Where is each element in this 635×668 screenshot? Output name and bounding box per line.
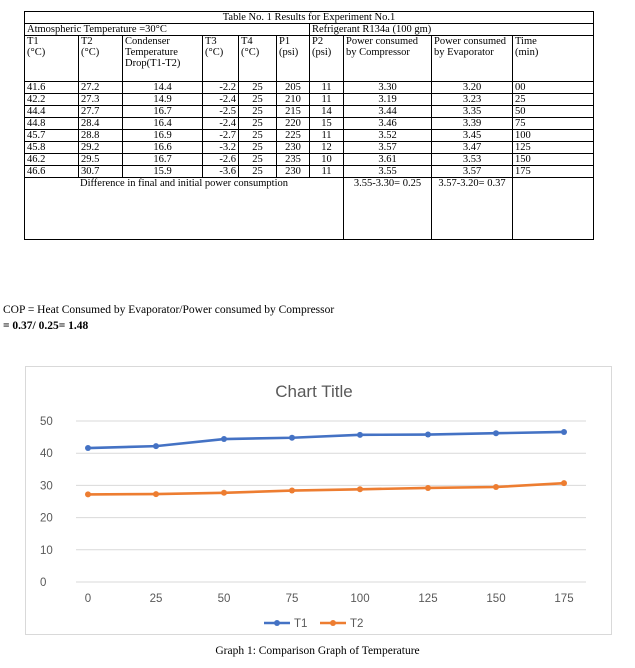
header-cell (25, 36, 79, 82)
table-cell: -2.2 (203, 82, 239, 94)
table-cell: 46.6 (25, 166, 79, 178)
header-cell (513, 36, 594, 82)
table-cell: 3.35 (432, 106, 513, 118)
data-point-t2 (153, 491, 159, 497)
table-cell: 30.7 (79, 166, 123, 178)
table-cell: 11 (310, 82, 344, 94)
table-cell: 27.7 (79, 106, 123, 118)
header-label: T1 (27, 36, 39, 47)
header-cell (432, 36, 513, 82)
table-cell: 50 (513, 106, 594, 118)
series-line-t2 (88, 483, 564, 494)
table-cell: -3.6 (203, 166, 239, 178)
y-tick-label: 30 (40, 480, 53, 493)
header-unit: (°C) (27, 47, 46, 58)
header-cell (239, 36, 277, 82)
table-cell: 16.7 (123, 106, 203, 118)
legend-label: T2 (350, 618, 364, 630)
table-cell: 25 (239, 142, 277, 154)
x-tick-label: 125 (418, 593, 438, 605)
header-label: T2 (81, 36, 93, 47)
data-point-t2 (85, 491, 91, 497)
table-row (25, 166, 594, 178)
table-cell: 44.4 (25, 106, 79, 118)
table-cell: 25 (239, 118, 277, 130)
series-lines (85, 429, 567, 497)
header-cell (310, 36, 344, 82)
cop-formula: COP = Heat Consumed by Evaporator/Power consumed by Compressor (3, 304, 335, 316)
table-cell: 41.6 (25, 82, 79, 94)
header-label: T4 (241, 36, 253, 47)
table-row (25, 82, 594, 94)
table-cell: 3.30 (344, 82, 432, 94)
header-unit: (°C) (205, 47, 224, 58)
table-cell: 46.2 (25, 154, 79, 166)
y-tick-label: 0 (40, 577, 47, 589)
table-cell: 3.57 (344, 142, 432, 154)
table-cell: -3.2 (203, 142, 239, 154)
table-cell: 210 (277, 94, 310, 106)
table-cell: 10 (310, 154, 344, 166)
data-point-t1 (357, 432, 363, 438)
header-unit: (psi) (312, 47, 332, 58)
table-cell: 100 (513, 130, 594, 142)
table-cell: 150 (513, 154, 594, 166)
table-cell: 235 (277, 154, 310, 166)
table-cell: 3.61 (344, 154, 432, 166)
table-cell: 125 (513, 142, 594, 154)
table-cell: 15 (310, 118, 344, 130)
table-row (25, 154, 594, 166)
table-cell: 3.47 (432, 142, 513, 154)
table-cell: 230 (277, 142, 310, 154)
chart-legend (264, 618, 363, 630)
y-tick-label: 50 (40, 416, 53, 428)
header-unit: (min) (515, 47, 539, 58)
header-unit: (°C) (241, 47, 260, 58)
table-cell: 25 (513, 94, 594, 106)
table-cell: 230 (277, 166, 310, 178)
table-cell: 3.20 (432, 82, 513, 94)
cop-result: = 0.37/ 0.25= 1.48 (3, 320, 89, 332)
table-body (25, 82, 594, 178)
data-point-t1 (153, 443, 159, 449)
table-cell: 45.7 (25, 130, 79, 142)
header-label: Time (515, 36, 537, 47)
table-cell: 16.6 (123, 142, 203, 154)
y-tick-label: 40 (40, 448, 53, 461)
graph-caption: Graph 1: Comparison Graph of Temperature (215, 645, 420, 657)
table-cell: 29.2 (79, 142, 123, 154)
header-label: Power consumed by Compressor (346, 36, 419, 58)
table-cell: 42.2 (25, 94, 79, 106)
table-cell: 3.53 (432, 154, 513, 166)
table-cell: 3.55 (344, 166, 432, 178)
table-cell: 3.19 (344, 94, 432, 106)
table-cell: 16.9 (123, 130, 203, 142)
table-row (25, 130, 594, 142)
data-point-t1 (425, 432, 431, 438)
data-point-t1 (493, 430, 499, 436)
data-point-t2 (357, 486, 363, 492)
data-point-t1 (561, 429, 567, 435)
table-cell: 28.8 (79, 130, 123, 142)
header-cell (123, 36, 203, 82)
table-cell: 220 (277, 118, 310, 130)
header-label: P2 (312, 36, 324, 47)
table-row (25, 94, 594, 106)
table-cell: 14.4 (123, 82, 203, 94)
legend-marker (274, 620, 280, 626)
series-line-t1 (88, 432, 564, 448)
table-cell: 28.4 (79, 118, 123, 130)
table-cell: 3.44 (344, 106, 432, 118)
table-cell: 25 (239, 154, 277, 166)
table-cell: 27.2 (79, 82, 123, 94)
table-cell: 11 (310, 130, 344, 142)
table-cell: 16.7 (123, 154, 203, 166)
data-point-t2 (221, 490, 227, 496)
data-point-t1 (221, 436, 227, 442)
table-cell: 27.3 (79, 94, 123, 106)
ambient-temperature: Atmospheric Temperature =30°C (25, 24, 310, 36)
table-cell: -2.4 (203, 118, 239, 130)
data-point-t1 (289, 435, 295, 441)
table-cell: 3.52 (344, 130, 432, 142)
table-cell: 12 (310, 142, 344, 154)
results-table (24, 11, 594, 240)
table-title: Table No. 1 Results for Experiment No.1 (25, 12, 594, 24)
table-cell: 14.9 (123, 94, 203, 106)
chart-frame (25, 366, 612, 635)
table-cell: -2.7 (203, 130, 239, 142)
difference-empty-cell (513, 178, 594, 240)
legend-marker (330, 620, 336, 626)
data-point-t2 (289, 488, 295, 494)
table-header-row (25, 36, 594, 82)
table-row (25, 106, 594, 118)
x-tick-label: 0 (84, 593, 92, 605)
difference-evaporator: 3.57-3.20= 0.37 (432, 178, 513, 240)
y-tick-label: 20 (40, 512, 53, 525)
refrigerant-label: Refrigerant R134a (100 gm) (310, 24, 594, 36)
table-cell: 00 (513, 82, 594, 94)
y-tick-label: 10 (40, 544, 53, 557)
table-cell: 14 (310, 106, 344, 118)
table-row (25, 142, 594, 154)
table-cell: 25 (239, 94, 277, 106)
header-cell (203, 36, 239, 82)
table-cell: -2.4 (203, 94, 239, 106)
temperature-line-chart (26, 367, 611, 634)
y-axis-ticks (40, 416, 53, 589)
table-cell: 3.45 (432, 130, 513, 142)
table-cell: 75 (513, 118, 594, 130)
header-label: P1 (279, 36, 291, 47)
data-point-t1 (85, 445, 91, 451)
table-cell: 16.4 (123, 118, 203, 130)
header-label: Power consumed by Evaporator (434, 36, 507, 58)
table-cell: 3.46 (344, 118, 432, 130)
table-cell: 11 (310, 94, 344, 106)
header-cell (344, 36, 432, 82)
x-tick-label: 25 (149, 593, 163, 605)
table-cell: 29.5 (79, 154, 123, 166)
data-point-t2 (425, 485, 431, 491)
table-cell: 15.9 (123, 166, 203, 178)
x-tick-label: 100 (350, 593, 370, 605)
table-cell: 205 (277, 82, 310, 94)
header-unit: (°C) (81, 47, 100, 58)
table-cell: -2.5 (203, 106, 239, 118)
difference-label: Difference in final and initial power consumption (25, 178, 344, 240)
chart-title: Chart Title (275, 382, 353, 401)
table-cell: 25 (239, 166, 277, 178)
table-cell: 25 (239, 82, 277, 94)
header-cell (277, 36, 310, 82)
legend-label: T1 (294, 618, 308, 630)
header-label: Condenser Temperature Drop(T1-T2) (125, 36, 181, 69)
table-cell: 3.39 (432, 118, 513, 130)
header-unit: (psi) (279, 47, 299, 58)
data-point-t2 (561, 480, 567, 486)
x-tick-label: 175 (554, 593, 574, 605)
table-cell: 11 (310, 166, 344, 178)
header-cell (79, 36, 123, 82)
x-tick-label: 75 (285, 593, 299, 605)
table-cell: -2.6 (203, 154, 239, 166)
header-label: T3 (205, 36, 217, 47)
table-cell: 175 (513, 166, 594, 178)
table-cell: 3.23 (432, 94, 513, 106)
table-cell: 44.8 (25, 118, 79, 130)
table-cell: 215 (277, 106, 310, 118)
table-cell: 25 (239, 106, 277, 118)
table-cell: 25 (239, 130, 277, 142)
table-cell: 225 (277, 130, 310, 142)
table-cell: 3.57 (432, 166, 513, 178)
data-point-t2 (493, 484, 499, 490)
x-tick-label: 50 (217, 593, 231, 605)
table-row (25, 118, 594, 130)
difference-compressor: 3.55-3.30= 0.25 (344, 178, 432, 240)
x-tick-label: 150 (486, 593, 506, 605)
table-cell: 45.8 (25, 142, 79, 154)
x-axis-ticks (85, 593, 574, 605)
